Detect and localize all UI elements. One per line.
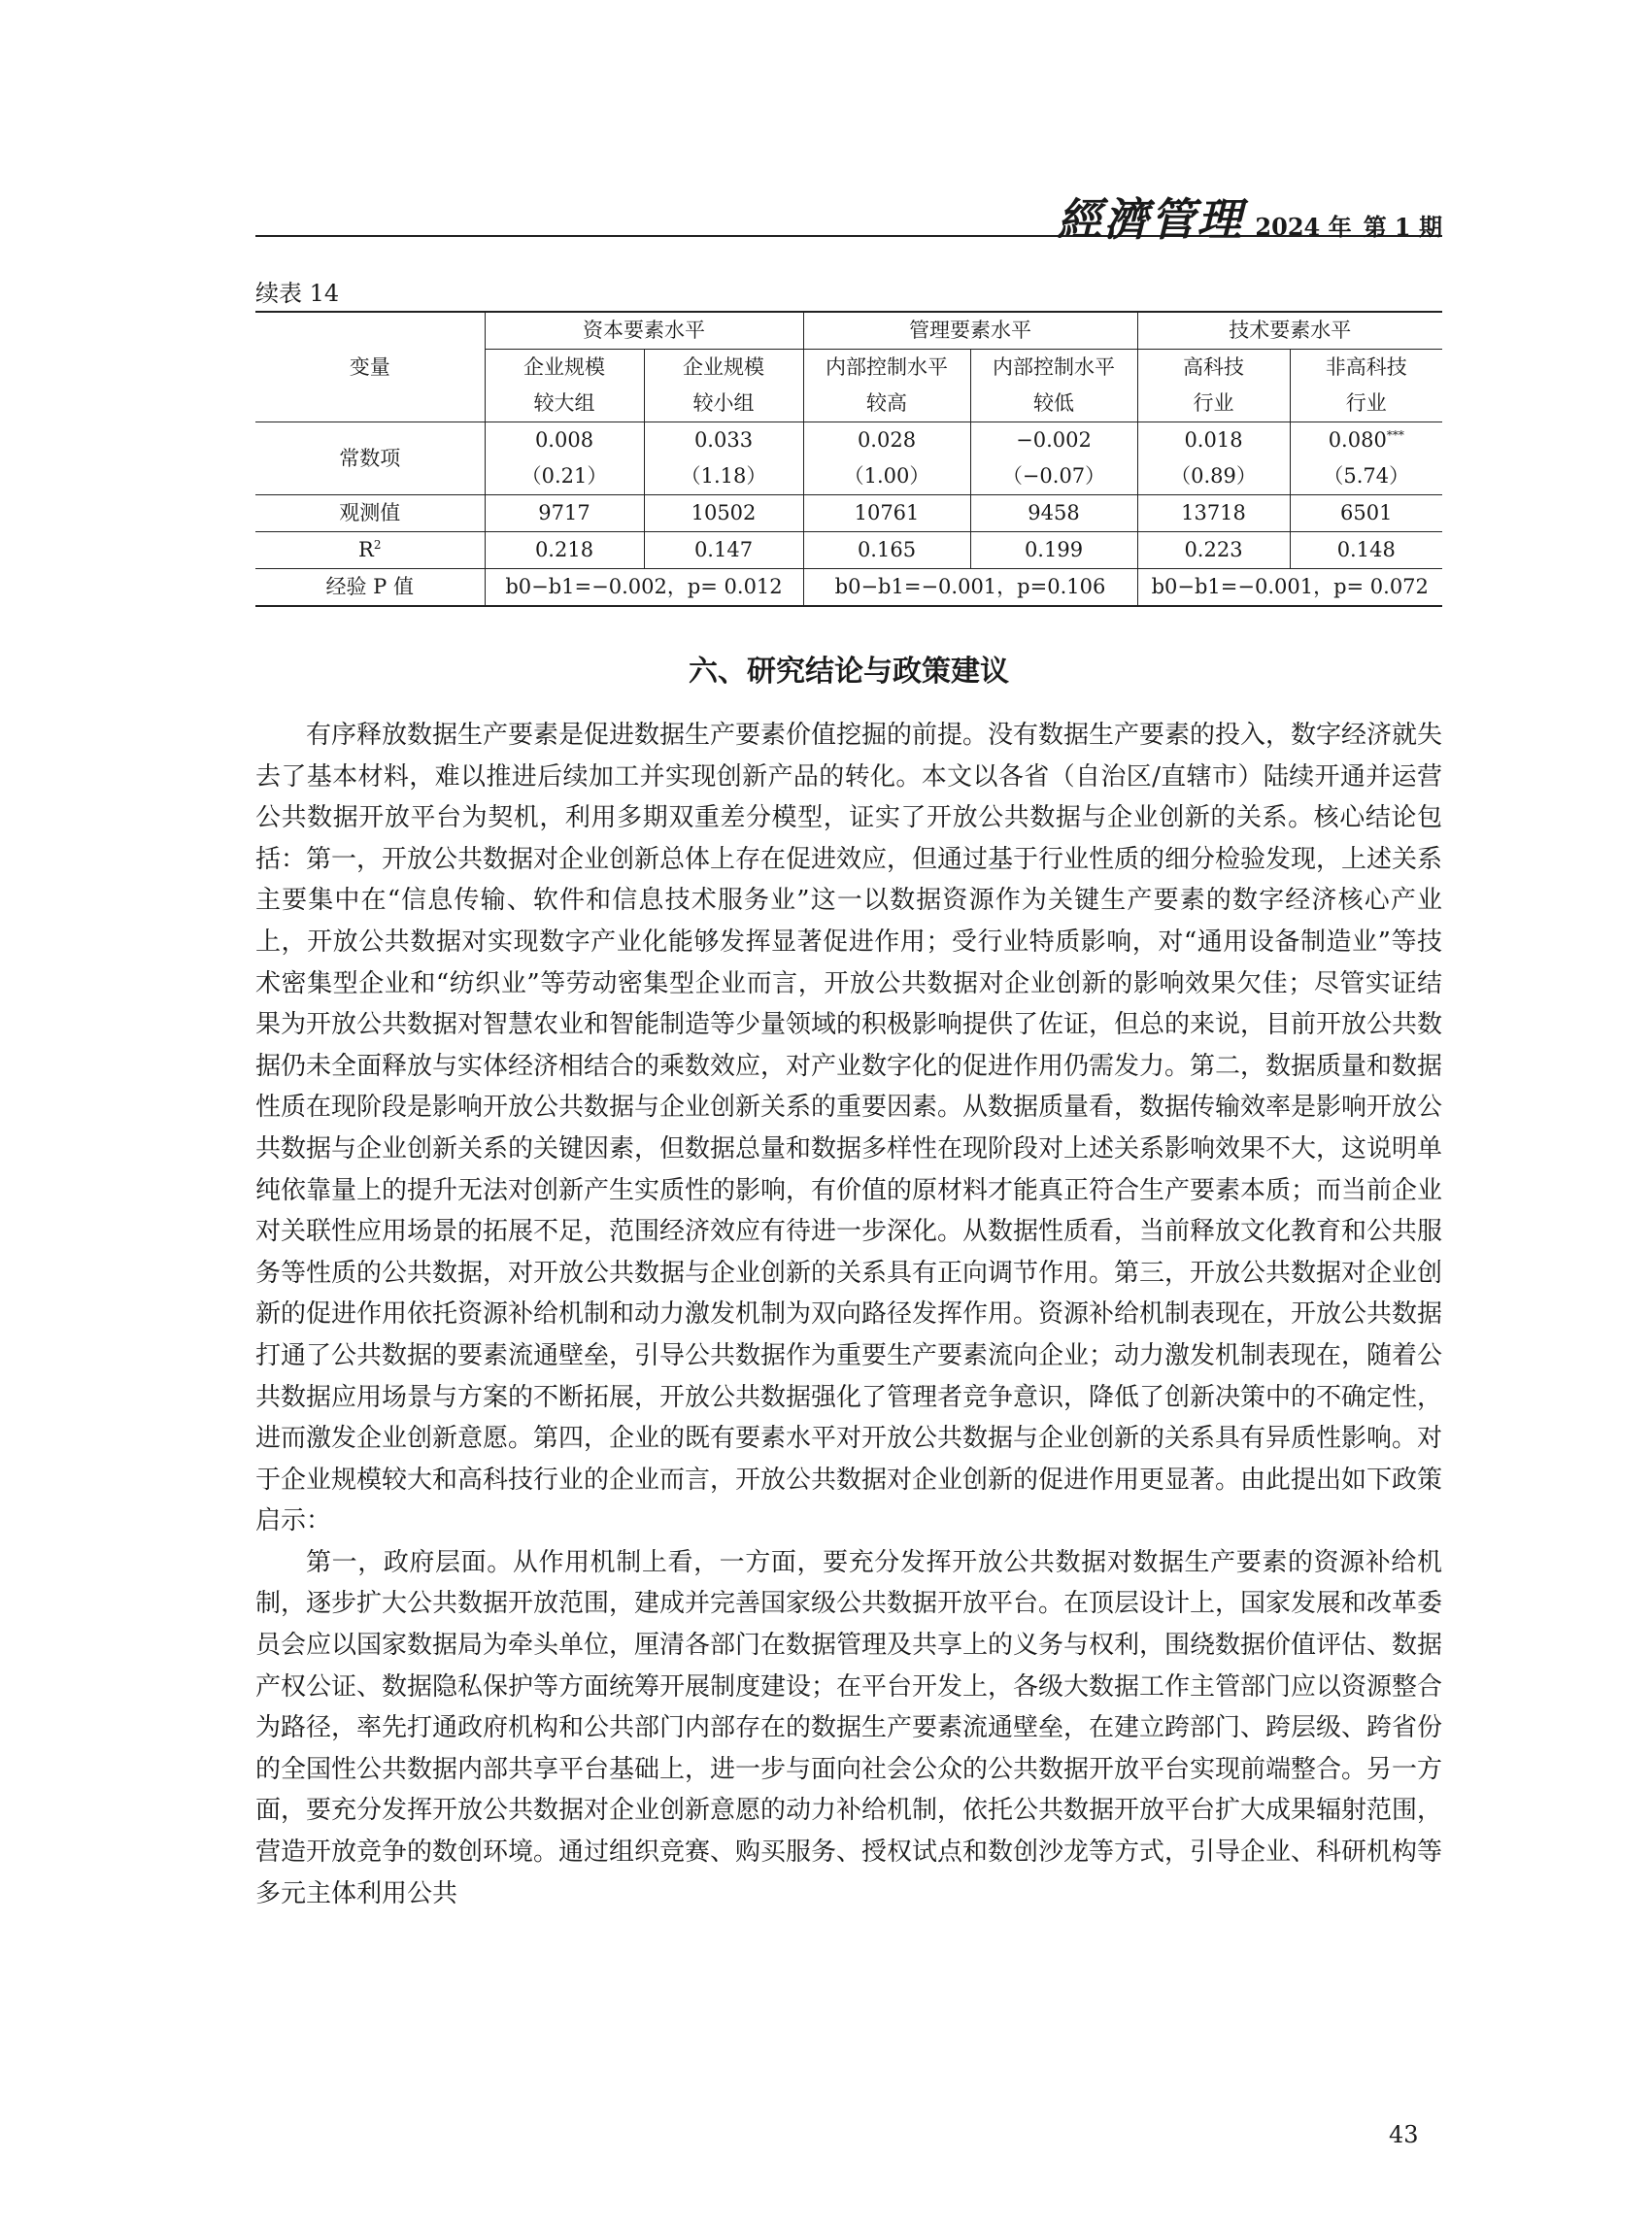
obs-cell: 9717 — [485, 495, 644, 532]
sub-header: 行业 — [1137, 386, 1290, 422]
p-value-cell: b0−b1=−0.002，p= 0.012 — [485, 569, 803, 607]
t-stat-cell: （1.18） — [644, 458, 803, 495]
row-label-constant: 常数项 — [255, 422, 485, 495]
results-table — [255, 311, 1442, 607]
sub-header: 较低 — [970, 386, 1137, 422]
coef-cell: 0.018 — [1137, 422, 1290, 459]
coef-cell: 0.033 — [644, 422, 803, 459]
obs-cell: 6501 — [1290, 495, 1442, 532]
coef-cell-significant — [1290, 422, 1442, 459]
t-stat-cell: （5.74） — [1290, 458, 1442, 495]
t-stat-cell: （0.21） — [485, 458, 644, 495]
sub-header: 内部控制水平 — [970, 350, 1137, 387]
sub-header: 高科技 — [1137, 350, 1290, 387]
journal-name: 經濟管理 — [1057, 193, 1244, 246]
row-label-r2 — [255, 532, 485, 569]
row-label-p-value: 经验 P 值 — [255, 569, 485, 607]
sub-header: 较大组 — [485, 386, 644, 422]
table-caption: 续表 14 — [255, 280, 340, 307]
coef-cell: −0.002 — [970, 422, 1137, 459]
r2-cell: 0.223 — [1137, 532, 1290, 569]
paragraph: 第一，政府层面。从作用机制上看，一方面，要充分发挥开放公共数据对数据生产要素的资源补给机制，逐步扩大公共数据开放范围，建成并完善国家级公共数据开放平台。在顶层设计上，国家发展和改革委员会应以国家数据局为牵头单位，厘清各部门在数据管理及共享上的义务与权利，围绕数据价值评估、数据产权公证、数据隐私保护等方面统筹开展制度建设；在平台开发上，各级大数据工作主管部门应以资源整合为路径，率先打通政府机构和公共部门内部存在的数据生产要素流通壁垒，在建立跨部门、跨层级、跨省份的全国性公共数据内部共享平台基础上，进一步与面向社会公众的公共数据开放平台实现前端整合。另一方面，要充分发挥开放公共数据对企业创新意愿的动力补给机制，依托公共数据开放平台扩大成果辐射范围，营造开放竞争的数创环境。通过组织竞赛、购买服务、授权试点和数创沙龙等方式，引导企业、科研机构等多元主体利用公共 — [255, 1547, 1443, 1908]
r2-letter: R — [358, 538, 374, 561]
coef-cell: 0.008 — [485, 422, 644, 459]
sub-header: 非高科技 — [1325, 355, 1407, 379]
r2-cell: 0.199 — [970, 532, 1137, 569]
obs-cell: 10761 — [803, 495, 970, 532]
p-value-cell: b0−b1=−0.001，p=0.106 — [803, 569, 1137, 607]
group-header: 管理要素水平 — [803, 312, 1137, 350]
journal-issue: 第 1 期 — [1363, 213, 1442, 241]
p-value-cell: b0−b1=−0.001，p= 0.072 — [1137, 569, 1442, 607]
group-header: 资本要素水平 — [485, 312, 803, 350]
r2-cell: 0.147 — [644, 532, 803, 569]
paragraph: 有序释放数据生产要素是促进数据生产要素价值挖掘的前提。没有数据生产要素的投入，数字经济就失去了基本材料，难以推进后续加工并实现创新产品的转化。本文以各省（自治区/直辖市）陆续开通并运营公共数据开放平台为契机，利用多期双重差分模型，证实了开放公共数据与企业创新的关系。核心结论包括：第一，开放公共数据对企业创新总体上存在促进效应，但通过基于行业性质的细分检验发现，上述关系主要集中在“信息传输、软件和信息技术服务业”这一以数据资源作为关键生产要素的数字经济核心产业上，开放公共数据对实现数字产业化能够发挥显著促进作用；受行业特质影响，对“通用设备制造业”等技术密集型企业和“纺织业”等劳动密集型企业而言，开放公共数据对企业创新的影响效果欠佳；尽管实证结果为开放公共数据对智慧农业和智能制造等少量领域的积极影响提供了佐证，但总的来说，目前开放公共数据仍未全面释放与实体经济相结合的乘数效应，对产业数字化的促进作用仍需发力。第二，数据质量和数据性质在现阶段是影响开放公共数据与企业创新关系的重要因素。从数据质量看，数据传输效率是影响开放公共数据与企业创新关系的关键因素，但数据总量和数据多样性在现阶段对上述关系影响效果不大，这说明单纯依靠量上的提升无法对创新产生实质性的影响，有价值的原材料才能真正符合生产要素本质；而当前企业对关联性应用场景的拓展不足，范围经济效应有待进一步深化。从数据性质看，当前释放文化教育和公共服务等性质的公共数据，对开放公共数据与企业创新的关系具有正向调节作用。第三，开放公共数据对企业创新的促进作用依托资源补给机制和动力激发机制为双向路径发挥作用。资源补给机制表现在，开放公共数据打通了公共数据的要素流通壁垒，引导公共数据作为重要生产要素流向企业；动力激发机制表现在，随着公共数据应用场景与方案的不断拓展，开放公共数据强化了管理者竞争意识，降低了创新决策中的不确定性，进而激发企业创新意愿。第四，企业的既有要素水平对开放公共数据与企业创新的关系具有异质性影响。对于企业规模较大和高科技行业的企业而言，开放公共数据对企业创新的促进作用更显著。由此提出如下政策启示： — [255, 721, 1443, 1536]
significance-stars: *** — [1386, 428, 1404, 442]
sub-header: 较高 — [803, 386, 970, 422]
sub-header: 行业 — [1290, 386, 1442, 422]
body-text — [255, 715, 1442, 1914]
t-stat-cell: （−0.07） — [970, 458, 1137, 495]
sub-header: 内部控制水平 — [803, 350, 970, 387]
row-label-observations: 观测值 — [255, 495, 485, 532]
section-title: 六、研究结论与政策建议 — [689, 655, 1009, 689]
t-stat-cell: （0.89） — [1137, 458, 1290, 495]
r2-cell: 0.148 — [1290, 532, 1442, 569]
journal-info — [1057, 185, 1442, 249]
sub-header: 较小组 — [644, 386, 803, 422]
obs-cell: 13718 — [1137, 495, 1290, 532]
coef-value: 0.080 — [1328, 428, 1387, 452]
row-header-label: 变量 — [255, 312, 485, 422]
r2-superscript: 2 — [373, 538, 382, 552]
sub-header: 企业规模 — [644, 350, 803, 387]
sub-header: 企业规模 — [485, 350, 644, 387]
page-number: 43 — [1389, 2121, 1419, 2148]
r2-cell: 0.165 — [803, 532, 970, 569]
r2-cell: 0.218 — [485, 532, 644, 569]
t-stat-cell: （1.00） — [803, 458, 970, 495]
running-header — [255, 183, 1442, 246]
coef-cell: 0.028 — [803, 422, 970, 459]
group-header: 技术要素水平 — [1137, 312, 1442, 350]
obs-cell: 9458 — [970, 495, 1137, 532]
obs-cell: 10502 — [644, 495, 803, 532]
journal-year: 2024 年 — [1255, 213, 1352, 241]
